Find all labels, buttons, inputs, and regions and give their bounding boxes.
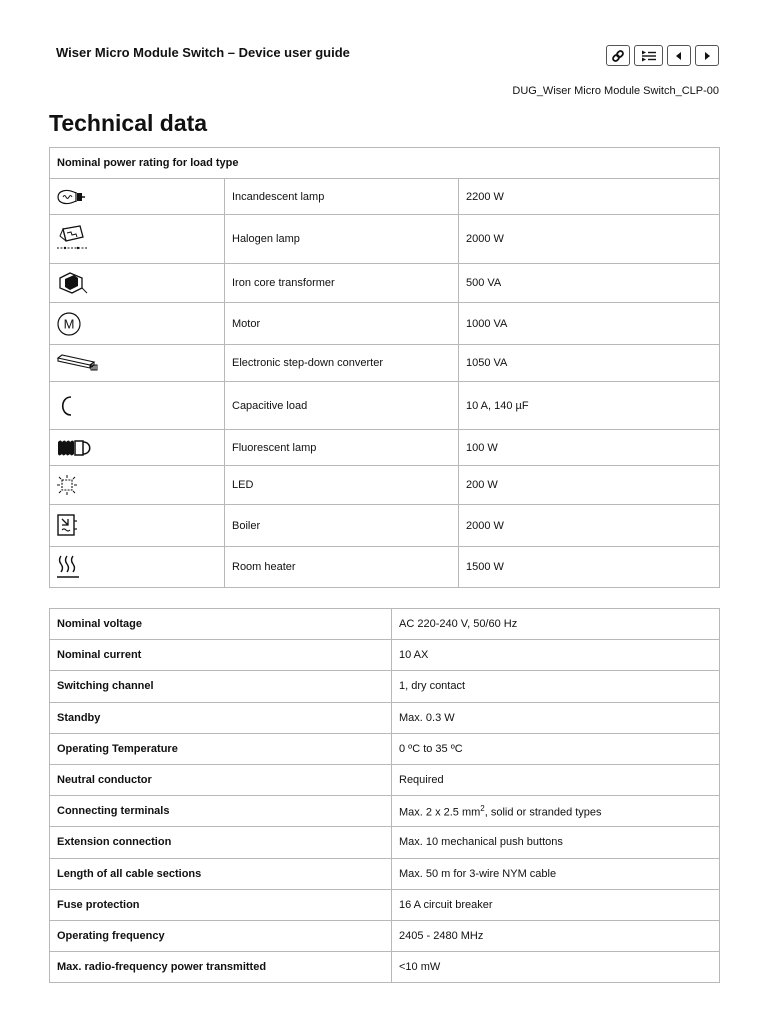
page-title: Technical data [49,110,208,136]
electronic-converter-icon [56,353,100,373]
spec-value: Max. 10 mechanical push buttons [392,827,720,858]
table-row [50,345,720,382]
spec-label: Fuse protection [50,889,392,920]
table-row [50,764,720,795]
spec-value: Required [392,764,720,795]
spec-label: Switching channel [50,671,392,702]
spec-label: Length of all cable sections [50,858,392,889]
spec-label: Standby [50,702,392,733]
svg-text:M: M [63,316,75,331]
spec-value-text: , solid or stranded types [484,806,602,819]
table-row [50,920,720,951]
fluorescent-lamp-icon [56,438,96,458]
table-row [50,505,720,547]
motor-icon [56,311,82,337]
load-rating-value: 10 A, 140 µF [459,382,720,430]
document-header-title: Wiser Micro Module Switch – Device user guide [56,45,350,60]
load-type-table [49,147,720,588]
table-row [50,702,720,733]
spec-value [392,796,720,827]
spec-label: Operating Temperature [50,733,392,764]
spec-value-text: Max. 2 x 2.5 mm [399,806,481,819]
spec-value: Max. 50 m for 3-wire NYM cable [392,858,720,889]
spec-label: Neutral conductor [50,764,392,795]
link-icon [611,49,625,63]
load-rating-value: 500 VA [459,264,720,303]
spec-label: Nominal current [50,640,392,671]
table-row [50,796,720,827]
load-type-label: Halogen lamp [225,215,459,264]
table-row [50,952,720,983]
table-row [50,430,720,466]
table-row [50,382,720,430]
table-row [50,264,720,303]
spec-value: 1, dry contact [392,671,720,702]
table-row [50,889,720,920]
spec-value: AC 220-240 V, 50/60 Hz [392,609,720,640]
prev-page-icon [673,50,685,62]
load-rating-value: 200 W [459,466,720,505]
table-row [50,466,720,505]
table-row [50,858,720,889]
table-row [50,640,720,671]
spec-value-superscript: 2 [480,803,485,813]
spec-value: 2405 - 2480 MHz [392,920,720,951]
boiler-icon [56,513,78,539]
load-type-label: Fluorescent lamp [225,430,459,466]
load-type-label: Electronic step-down converter [225,345,459,382]
load-rating-value: 1050 VA [459,345,720,382]
load-rating-value: 2000 W [459,215,720,264]
load-rating-value: 1000 VA [459,303,720,345]
toc-icon [640,49,658,63]
next-page-button[interactable] [695,45,719,66]
spec-label: Extension connection [50,827,392,858]
spec-label: Nominal voltage [50,609,392,640]
load-type-label: Incandescent lamp [225,179,459,215]
load-rating-value: 1500 W [459,547,720,588]
incandescent-lamp-icon [56,188,86,206]
load-type-label: Boiler [225,505,459,547]
spec-label: Operating frequency [50,920,392,951]
halogen-lamp-icon [56,225,88,253]
page-navigation [606,45,719,66]
table-caption-row [50,148,720,179]
load-rating-value: 2000 W [459,505,720,547]
table-row [50,733,720,764]
load-type-label: LED [225,466,459,505]
table-caption: Nominal power rating for load type [50,148,720,179]
led-icon [56,474,78,496]
iron-core-transformer-icon [56,270,88,296]
previous-page-button[interactable] [667,45,691,66]
load-type-label: Iron core transformer [225,264,459,303]
table-row [50,609,720,640]
table-row [50,827,720,858]
spec-label: Connecting terminals [50,796,392,827]
load-type-label: Room heater [225,547,459,588]
room-heater-icon [56,554,80,580]
next-page-icon [701,50,713,62]
spec-value: 10 AX [392,640,720,671]
spec-label: Max. radio-frequency power transmitted [50,952,392,983]
spec-value: 16 A circuit breaker [392,889,720,920]
table-row [50,303,720,345]
document-id: DUG_Wiser Micro Module Switch_CLP-00 [512,85,719,97]
load-type-label: Motor [225,303,459,345]
table-row [50,671,720,702]
link-button[interactable] [606,45,630,66]
table-row [50,215,720,264]
table-row [50,547,720,588]
capacitive-load-icon [56,394,76,418]
load-rating-value: 100 W [459,430,720,466]
table-of-contents-button[interactable] [634,45,663,66]
spec-value: <10 mW [392,952,720,983]
load-rating-value: 2200 W [459,179,720,215]
load-type-label: Capacitive load [225,382,459,430]
specifications-table [49,608,720,983]
spec-value: 0 ºC to 35 ºC [392,733,720,764]
table-row [50,179,720,215]
spec-value: Max. 0.3 W [392,702,720,733]
